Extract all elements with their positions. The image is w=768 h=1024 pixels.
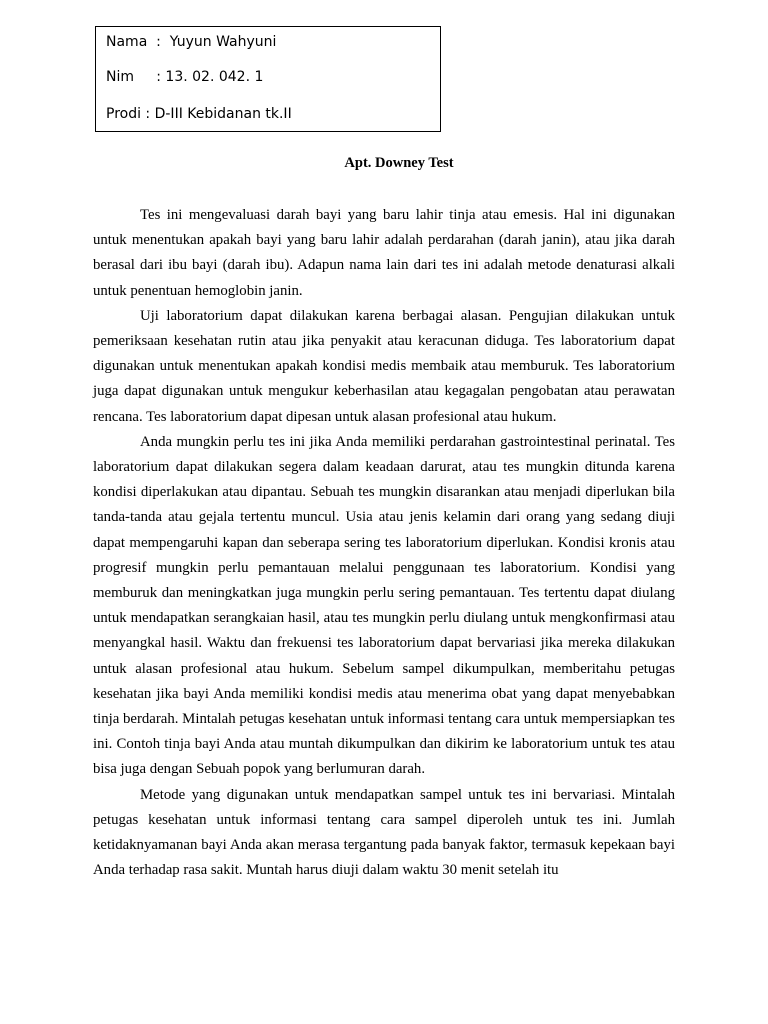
document-body	[93, 203, 675, 883]
document-title: Apt. Downey Test	[344, 155, 454, 171]
paragraph-4: Metode yang digunakan untuk mendapatkan sampel untuk tes ini bervariasi. Mintalah petugas kesehatan untuk informasi tentang cara sampel diperoleh untuk tes ini. Jumlah ketidaknyamanan bayi Anda akan merasa tergantung pada banyak faktor, termasuk kepekaan bayi Anda terhadap rasa sakit. Muntah harus diuji dalam waktu 30 menit setelah itu	[93, 786, 675, 879]
paragraph-3: Anda mungkin perlu tes ini jika Anda memiliki perdarahan gastrointestinal perinatal. Tes laboratorium dapat dilakukan segera dalam keadaan darurat, atau tes mungkin ditunda karena kondisi diperlakukan atau dipantau. Sebuah tes mungkin disarankan atau menjadi diperlukan bila tanda-tanda atau gejala tertentu muncul. Usia atau jenis kelamin dari orang yang sedang diuji dapat mempengaruhi kapan dan seberapa sering tes laboratorium diperlukan. Kondisi kronis atau progresif mungkin perlu pemantauan melalui penggunaan tes laboratorium. Kondisi yang memburuk dan meningkatkan juga mungkin perlu sering pemantauan. Tes tertentu dapat diulang untuk mendapatkan serangkaian hasil, atau tes mungkin perlu diulang untuk mengkonfirmasi atau menyangkal hasil. Waktu dan frekuensi tes laboratorium dapat bervariasi jika mereka dilakukan untuk alasan profesional atau hukum. Sebelum sampel dikumpulkan, memberitahu petugas kesehatan jika bayi Anda memiliki kondisi medis atau menerima obat yang dapat menyebabkan tinja berdarah. Mintalah petugas kesehatan untuk informasi tentang cara untuk mempersiapkan tes ini. Contoh tinja bayi Anda atau muntah dikumpulkan dan dikirim ke laboratorium untuk tes atau bisa juga dengan Sebuah popok yang berlumuran darah.	[93, 433, 675, 778]
paragraph-1: Tes ini mengevaluasi darah bayi yang baru lahir tinja atau emesis. Hal ini digunakan untuk menentukan apakah bayi yang baru lahir adalah perdarahan (darah janin), atau jika darah berasal dari ibu bayi (darah ibu). Adapun nama lain dari tes ini adalah metode denaturasi alkali untuk penentuan hemoglobin janin.	[93, 207, 675, 299]
student-identity-box	[95, 26, 441, 132]
student-name: Nama : Yuyun Wahyuni	[106, 34, 277, 50]
student-nim: Nim : 13. 02. 042. 1	[106, 69, 264, 85]
student-prodi: Prodi : D-III Kebidanan tk.II	[106, 106, 292, 122]
paragraph-2: Uji laboratorium dapat dilakukan karena berbagai alasan. Pengujian dilakukan untuk pemeriksaan kesehatan rutin atau jika penyakit atau keracunan diduga. Tes laboratorium dapat digunakan untuk menentukan apakah kondisi medis membaik atau memburuk. Tes laboratorium juga dapat digunakan untuk mengukur keberhasilan atau kegagalan pengobatan atau perawatan rencana. Tes laboratorium dapat dipesan untuk alasan profesional atau hukum.	[93, 307, 675, 425]
